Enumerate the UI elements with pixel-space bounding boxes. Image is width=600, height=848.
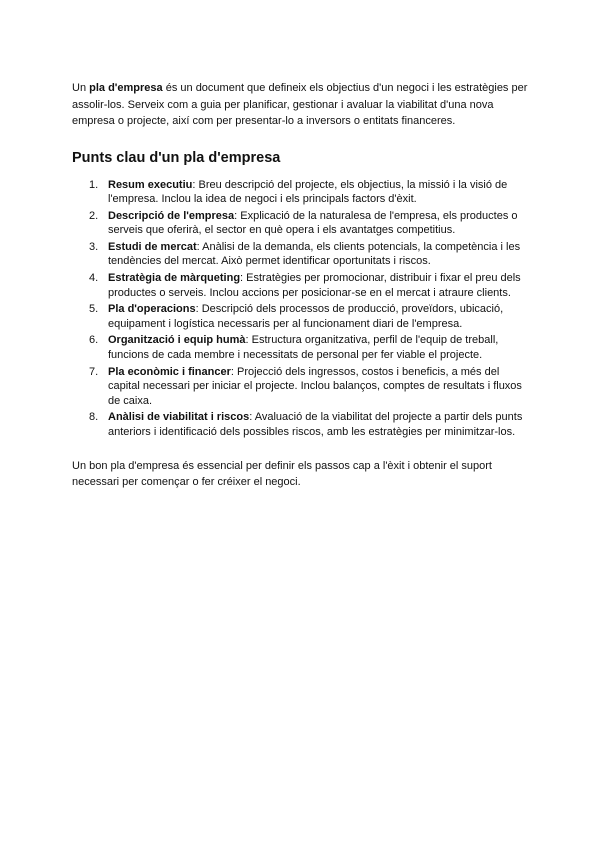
list-item bbox=[89, 271, 528, 300]
item-title: Anàlisi de viabilitat i riscos bbox=[108, 411, 250, 424]
list-item bbox=[89, 240, 528, 269]
item-number: 4. bbox=[89, 272, 99, 285]
item-text: : Breu descripció del projecte, els objectius, la missió i la visió de l'empresa. Inclou la idea de negoci i els principals factors d'èxit. bbox=[108, 178, 508, 206]
item-text: : Descripció dels processos de producció, proveïdors, ubicació, equipament i logística necessaris per al funcionament diari de l'empresa. bbox=[108, 303, 504, 330]
item-number: 6. bbox=[89, 334, 99, 347]
item-title: Pla d'operacions bbox=[108, 303, 196, 316]
item-number: 2. bbox=[89, 209, 99, 222]
list-item bbox=[89, 209, 528, 238]
intro-paragraph bbox=[72, 80, 528, 130]
item-text: : Explicació de la naturalesa de l'empresa, els productes o serveis que oferirà, el sector en què opera i els avantatges competitius. bbox=[108, 209, 518, 237]
item-title: Estudi de mercat bbox=[108, 240, 197, 253]
item-number: 8. bbox=[89, 411, 99, 424]
item-text: : Anàlisi de la demanda, els clients potencials, la competència i les tendències del mercat. Això permet identificar oportunitats i riscos. bbox=[108, 240, 521, 268]
item-title: Descripció de l'empresa bbox=[108, 209, 235, 222]
closing-paragraph: Un bon pla d'empresa és essencial per definir els passos cap a l'èxit i obtenir el suport necessari per començar o fer créixer el negoci. bbox=[72, 459, 492, 489]
item-number: 7. bbox=[89, 365, 99, 378]
item-number: 1. bbox=[89, 178, 99, 191]
list-item bbox=[89, 365, 528, 409]
item-text: : Avaluació de la viabilitat del projecte a partir dels punts anteriors i identificació dels possibles riscos, amb les estratègies per minimitzar-los. bbox=[108, 411, 523, 438]
list-item bbox=[89, 302, 528, 331]
section-heading: Punts clau d'un pla d'empresa bbox=[72, 149, 281, 166]
item-number: 3. bbox=[89, 240, 99, 253]
item-number: 5. bbox=[89, 303, 99, 316]
item-text: : Projecció dels ingressos, costos i beneficis, a més del capital necessari per iniciar el projecte. Inclou balanços, comptes de resultats i fluxos de caixa. bbox=[108, 365, 522, 407]
intro-term: pla d'empresa bbox=[89, 82, 163, 94]
key-points-list bbox=[72, 178, 528, 440]
item-text: : Estratègies per promocionar, distribuir i fixar el preu dels productes o serveis. Inclou accions per posicionar-se en el mercat i atraure clients. bbox=[108, 272, 521, 299]
list-item bbox=[89, 410, 528, 439]
item-text: : Estructura organitzativa, perfil de l'equip de treball, funcions de cada membre i necessitats de personal per fer viable el projecte. bbox=[108, 334, 499, 362]
item-title: Organització i equip humà bbox=[108, 334, 246, 347]
intro-lead: Un bbox=[72, 82, 90, 94]
list-item bbox=[89, 333, 528, 362]
item-title: Resum executiu bbox=[108, 178, 193, 191]
intro-rest: és un document que defineix els objectius d'un negoci i les estratègies per assolir-los. Serveix com a guia per planificar, gestionar i avaluar la viabilitat d'una nova empresa o projecte, així com per presentar-lo a inversors o entitats financeres. bbox=[72, 82, 528, 127]
item-title: Pla econòmic i financer bbox=[108, 365, 231, 378]
list-item bbox=[89, 178, 528, 207]
item-title: Estratègia de màrqueting bbox=[108, 272, 241, 285]
